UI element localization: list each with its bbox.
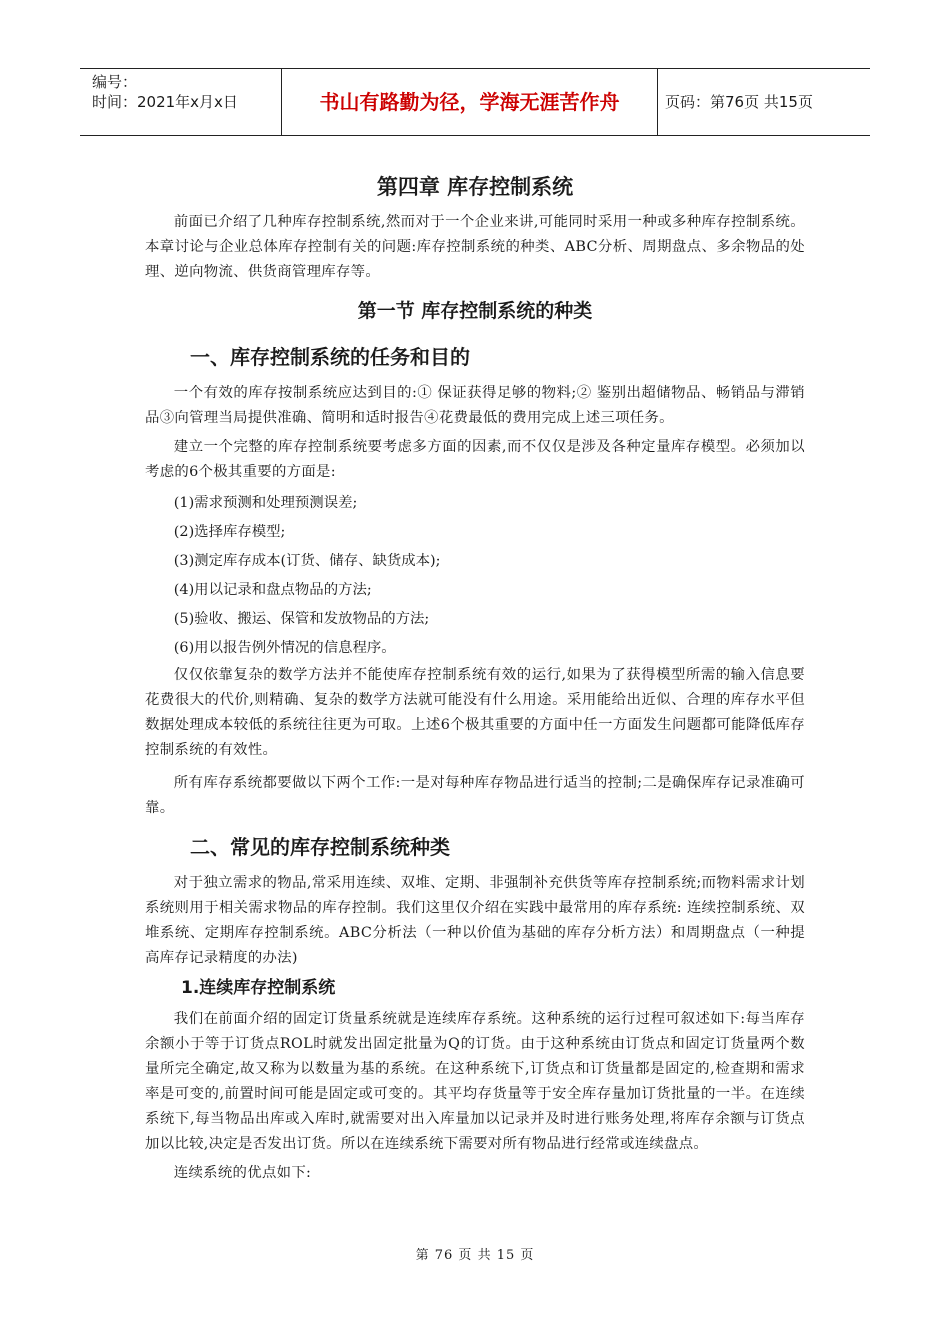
subheading-continuous: 1.连续库存控制系统 — [181, 978, 336, 998]
list-item: (2)选择库存模型; — [173, 524, 286, 540]
document-body — [145, 170, 805, 1190]
list-item: (4)用以记录和盘点物品的方法; — [173, 582, 372, 598]
paragraph: 仅仅依靠复杂的数学方法并不能使库存控制系统有效的运行,如果为了获得模型所需的输入信息要花费很大的代价,则精确、复杂的数学方法就可能没有什么用途。采用能给出近似、合理的库存水平但数据处理成本较低的系统往往更为可取。上述6个极其重要的方面中任一方面发生问题都可能降低库存控制系统的有效性。 — [145, 667, 805, 758]
paragraph: 所有库存系统都要做以下两个工作:一是对每种库存物品进行适当的控制;二是确保库存记录准确可靠。 — [145, 775, 805, 816]
page-label: 页码：第76页 共15页 — [665, 93, 813, 111]
chapter-title: 第四章 库存控制系统 — [376, 175, 574, 199]
list-item: (1)需求预测和处理预测误差; — [173, 495, 358, 511]
time-label: 时间：2021年x月x日 — [92, 93, 238, 111]
paragraph: 我们在前面介绍的固定订货量系统就是连续库存系统。这种系统的运行过程可叙述如下:每当库存余额小于等于订货点ROL时就发出固定批量为Q的订货。由于这种系统由订货点和固定订货量两个数量所完全确定,故又称为以数量为基的系统。在这种系统下,订货点和订货量都是固定的,检查期和需求率是可变的,前置时间可能是固定或可变的。其平均存货量等于安全库存量加订货批量的一半。在连续系统下,每当物品出库或入库时,就需要对出入库量加以记录并及时进行账务处理,将库存余额与订货点加以比较,决定是否发出订货。所以在连续系统下需要对所有物品进行经常或连续盘点。 — [145, 1011, 805, 1152]
list-item: (3)测定库存成本(订货、储存、缺货成本); — [173, 553, 441, 569]
paragraph: 建立一个完整的库存控制系统要考虑多方面的因素,而不仅仅是涉及各种定量库存模型。必须加以考虑的6个极其重要的方面是: — [145, 439, 805, 480]
paragraph: 对于独立需求的物品,常采用连续、双堆、定期、非强制补充供货等库存控制系统;而物料需求计划系统则用于相关需求物品的库存控制。我们这里仅介绍在实践中最常用的库存系统: 连续控制系统、双堆系统、定期库存控制系统。ABC分析法（一种以价值为基础的库存分析方法）和周期盘点（一种提高库存记录精度的办法) — [145, 875, 805, 966]
page-header — [80, 68, 870, 136]
page-footer: 第 76 页 共 15 页 — [415, 1248, 535, 1263]
header-left-cell — [80, 69, 282, 135]
motto: 书山有路勤为径，学海无涯苦作舟 — [282, 69, 658, 135]
list-item: (5)验收、搬运、保管和发放物品的方法; — [173, 611, 430, 627]
paragraph: 连续系统的优点如下: — [173, 1165, 312, 1181]
serial-label: 编号： — [92, 73, 138, 91]
list-item: (6)用以报告例外情况的信息程序。 — [173, 640, 396, 656]
heading-types: 二、常见的库存控制系统种类 — [190, 835, 450, 859]
paragraph: 一个有效的库存按制系统应达到目的:① 保证获得足够的物料;② 鉴别出超储物品、畅销品与滞销品③向管理当局提供准确、简明和适时报告④花费最低的费用完成上述三项任务。 — [145, 385, 805, 426]
intro-paragraph: 前面已介绍了几种库存控制系统,然而对于一个企业来讲,可能同时采用一种或多种库存控制系统。本章讨论与企业总体库存控制有关的问题:库存控制系统的种类、ABC分析、周期盘点、多余物品的处理、逆向物流、供货商管理库存等。 — [145, 214, 805, 280]
section-title: 第一节 库存控制系统的种类 — [357, 300, 593, 322]
heading-tasks: 一、库存控制系统的任务和目的 — [190, 345, 470, 369]
